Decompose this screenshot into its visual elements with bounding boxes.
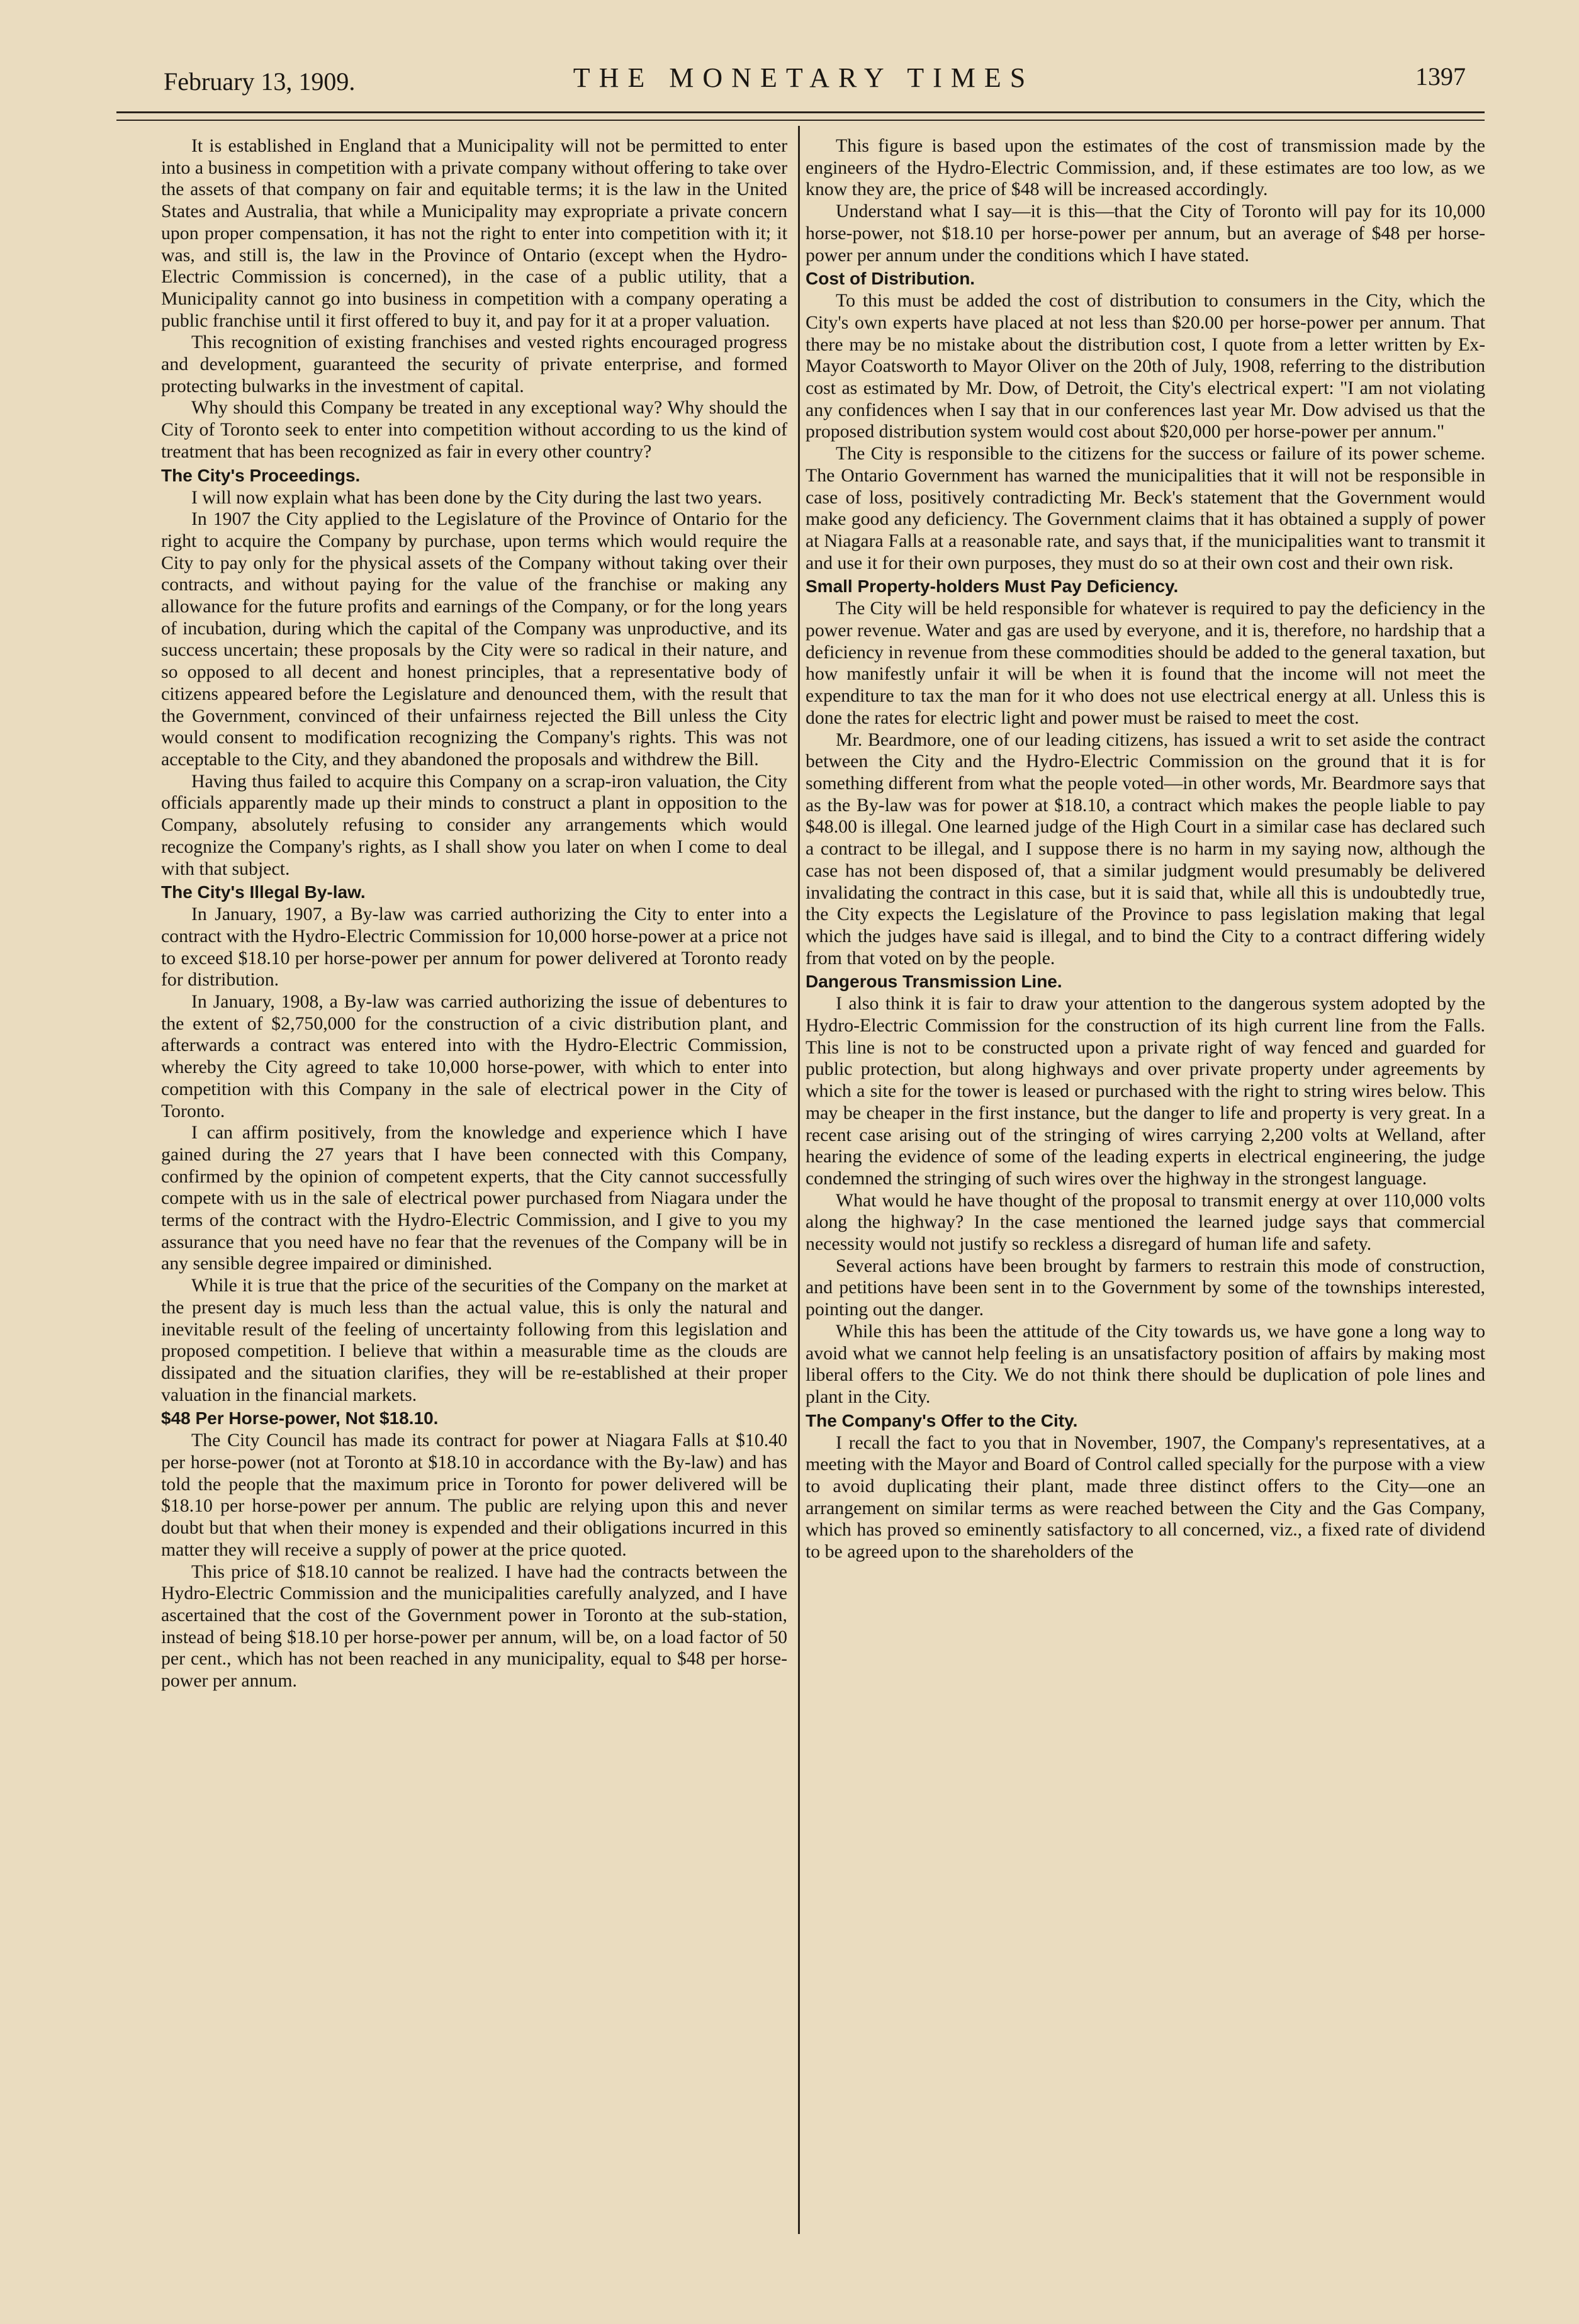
article-paragraph: What would he have thought of the proposal to transmit energy at over 110,000 volts along the highway? In the case mentioned the learned judge says that commercial necessity would not justify so reckless a disregard of human life and safety.	[806, 1189, 1485, 1255]
article-paragraph: While this has been the attitude of the City towards us, we have gone a long way to avoid what we cannot help feeling is an unsatisfactory position of affairs by making most liberal offers to the City. We do not think there should be duplication of pole lines and plant in the City.	[806, 1320, 1485, 1407]
article-paragraph: It is established in England that a Municipality will not be permitted to enter into a business in competition with a private company without offering to take over the assets of that company on fair and equitable terms; it is the law in the United States and Australia, that while a Municipality may expropriate a private concern upon proper compensation, it has not the right to enter into competition with it; it was, and still is, the law in the Province of Ontario (except when the Hydro-Electric Commission is concerned), in the case of a public utility, that a Municipality cannot go into business in competition with a company operating a public franchise until it first offered to buy it, and pay for it at a proper valuation.	[161, 135, 787, 331]
page-number: 1397	[1415, 62, 1466, 91]
right-column	[806, 135, 1485, 1563]
masthead-title: THE MONETARY TIMES	[573, 62, 1035, 93]
article-paragraph: To this must be added the cost of distribution to consumers in the City, which the City's own experts have placed at not less than $20.00 per horse-power per annum. That there may be no mistake about the distribution cost, I quote from a letter written by Ex-Mayor Coatsworth to Mayor Oliver on the 20th of July, 1908, referring to the distribution cost as estimated by Mr. Dow, of Detroit, the City's electrical expert: "I am not violating any confidences when I say that in our conferences last year Mr. Dow advised us that the proposed distribution system would cost about $20,000 per horse-power per annum."	[806, 290, 1485, 442]
article-paragraph: This recognition of existing franchises and vested rights encouraged progress and development, guaranteed the security of private enterprise, and formed protecting bulwarks in the investment of capital.	[161, 332, 787, 396]
article-paragraph: Mr. Beardmore, one of our leading citizens, has issued a writ to set aside the contract between the City and the Hydro-Electric Commission on the ground that it is for something different from what the people voted—in other words, Mr. Beardmore says that as the By-law was for power at $18.10, a contract which makes the people liable to pay $48.00 is illegal. One learned judge of the High Court in a similar case has declared such a contract to be illegal, and I suppose there is no harm in my saying now, although the case has not been disposed of, that a similar judgment would presumably be delivered invalidating the contract in this case, but it is said that, while all this is undoubtedly true, the City expects the Legislature of the Province to pass legislation making that legal which the judges have said is illegal, and to bind the City to a contract differing widely from that voted on by the people.	[806, 729, 1485, 968]
article-paragraph: The City is responsible to the citizens for the success or failure of its power scheme. The Ontario Government has warned the municipalities that it will not be responsible in case of loss, positively contradicting Mr. Beck's statement that the Government would make good any deficiency. The Government claims that it has obtained a supply of power at Niagara Falls at a reasonable rate, and says that, if the municipalities want to transmit it and use it for their own purposes, they must do so at their own cost and their own risk.	[806, 443, 1485, 573]
section-heading: The City's Illegal By-law.	[161, 882, 366, 902]
article-paragraph: I will now explain what has been done by the City during the last two years.	[191, 486, 762, 508]
header-rule-top	[116, 111, 1485, 113]
article-paragraph: Why should this Company be treated in any exceptional way? Why should the City of Toronto seek to enter into competition without according to us the kind of treatment that has been recognized as fair in every other country?	[161, 397, 787, 462]
section-heading: Cost of Distribution.	[806, 269, 975, 289]
article-paragraph: The City Council has made its contract for power at Niagara Falls at $10.40 per horse-power (not at Toronto at $18.10 in accordance with the By-law) and has told the people that the maximum price in Toronto for power delivered will be $18.10 per horse-power per annum. The public are relying upon this and never doubt but that when their money is expended and their obligations incurred in this matter they will receive a supply of power at the price quoted.	[161, 1430, 787, 1560]
article-paragraph: This price of $18.10 cannot be realized. I have had the contracts between the Hydro-Electric Commission and the municipalities carefully analyzed, and I have ascertained that the cost of the Government power in Toronto at the sub-station, instead of being $18.10 per horse-power per annum, will be, on a load factor of 50 per cent., which has not been reached in any municipality, equal to $48 per horse-power per annum.	[161, 1561, 787, 1692]
article-paragraph: In January, 1907, a By-law was carried authorizing the City to enter into a contract with the Hydro-Electric Commission for 10,000 horse-power at a price not to exceed $18.10 per horse-power per annum for power delivered at Toronto ready for distribution.	[161, 904, 787, 991]
article-paragraph: In 1907 the City applied to the Legislature of the Province of Ontario for the right to acquire the Company by purchase, upon terms which would require the City to pay only for the physical assets of the Company without taking over their contracts, and without paying for the value of the franchise or making any allowance for the future profits and earnings of the Company, or for the long years of incubation, during which the capital of the Company was unproductive, and its success uncertain; these proposals by the City were so radical in their nature, and so opposed to all decent and honest principles, that a representative body of citizens appeared before the Legislature and denounced them, with the result that the Government, convinced of their unfairness rejected the Bill unless the City would consent to modification recognizing the Company's rights. This was not acceptable to the City, and they abandoned the proposals and withdrew the Bill.	[161, 508, 787, 770]
issue-date: February 13, 1909.	[164, 67, 356, 96]
article-paragraph: I also think it is fair to draw your attention to the dangerous system adopted by the Hydro-Electric Commission for the construction of its high current line from the Falls. This line is not to be constructed upon a private right of way fenced and guarded for public protection, but along highways and over private property under agreements by which a site for the tower is leased or purchased with the right to string wires below. This may be cheaper in the first instance, but the danger to life and property is very great. In a recent case arising out of the stringing of wires carrying 2,200 volts at Welland, after hearing the evidence of some of the leading experts in electrical engineering, the judge condemned the stringing of such wires over the highway in the strongest language.	[806, 993, 1485, 1189]
article-paragraph: I can affirm positively, from the knowledge and experience which I have gained during the 27 years that I have been connected with this Company, confirmed by the opinion of competent experts, that the City cannot successfully compete with us in the sale of electrical power purchased from Niagara under the terms of the contract with the Hydro-Electric Commission, and I give to you my assurance that you need have no fear that the revenues of the Company will be in any sensible degree impaired or diminished.	[161, 1122, 787, 1274]
article-paragraph: This figure is based upon the estimates of the cost of transmission made by the engineers of the Hydro-Electric Commission, and, if these estimates are too low, as we know they are, the price of $48 will be increased accordingly.	[806, 135, 1485, 200]
article-paragraph: Understand what I say—it is this—that the City of Toronto will pay for its 10,000 horse-power, not $18.10 per horse-power per annum, but an average of $48 per horse-power per annum under the conditions which I have stated.	[806, 201, 1485, 266]
section-heading: Dangerous Transmission Line.	[806, 972, 1062, 992]
article-paragraph: The City will be held responsible for whatever is required to pay the deficiency in the power revenue. Water and gas are used by everyone, and it is, therefore, no hardship that a deficiency in revenue from these commodities should be added to the general taxation, but how manifestly unfair it will be when it is found that the income will not meet the expenditure to tax the man for it who does not use electrical energy at all. Unless this is done the rates for electric light and power must be raised to meet the cost.	[806, 598, 1485, 728]
left-column	[161, 135, 787, 1692]
section-heading: The City's Proceedings.	[161, 465, 361, 485]
section-heading: $48 Per Horse-power, Not $18.10.	[161, 1408, 439, 1429]
article-paragraph: While it is true that the price of the securities of the Company on the market at the present day is much less than the actual value, this is only the natural and inevitable result of the feeling of uncertainty following from this legislation and proposed competition. I believe that within a measurable time as the clouds are dissipated and the situation clarifies, they will be re-established at their proper valuation in the financial markets.	[161, 1275, 787, 1405]
article-paragraph: Having thus failed to acquire this Company on a scrap-iron valuation, the City officials apparently made up their minds to construct a plant in opposition to the Company, absolutely refusing to consider any arrangements which would recognize the Company's rights, as I shall show you later on when I come to deal with that subject.	[161, 770, 787, 879]
column-divider	[798, 126, 800, 2234]
article-paragraph: In January, 1908, a By-law was carried authorizing the issue of debentures to the extent of $2,750,000 for the construction of a civic distribution plant, and afterwards a contract was entered into with the Hydro-Electric Commission, whereby the City agreed to take 10,000 horse-power, with which to enter into competition with this Company in the sale of electrical power in the City of Toronto.	[161, 991, 787, 1121]
header-rule-bottom	[116, 120, 1485, 121]
article-paragraph: Several actions have been brought by farmers to restrain this mode of construction, and petitions have been sent in to the Government by some of the townships interested, pointing out the danger.	[806, 1255, 1485, 1320]
section-heading: Small Property-holders Must Pay Deficiency.	[806, 576, 1179, 597]
section-heading: The Company's Offer to the City.	[806, 1410, 1078, 1430]
article-paragraph: I recall the fact to you that in November, 1907, the Company's representatives, at a meeting with the Mayor and Board of Control called specially for the purpose with a view to avoid duplicating their plant, made three distinct offers to the City—one an arrangement on similar terms as were reached between the City and the Gas Company, which has proved so eminently satisfactory to all concerned, viz., a fixed rate of dividend to be agreed upon to the shareholders of the	[806, 1432, 1485, 1563]
page-header	[123, 58, 1485, 105]
